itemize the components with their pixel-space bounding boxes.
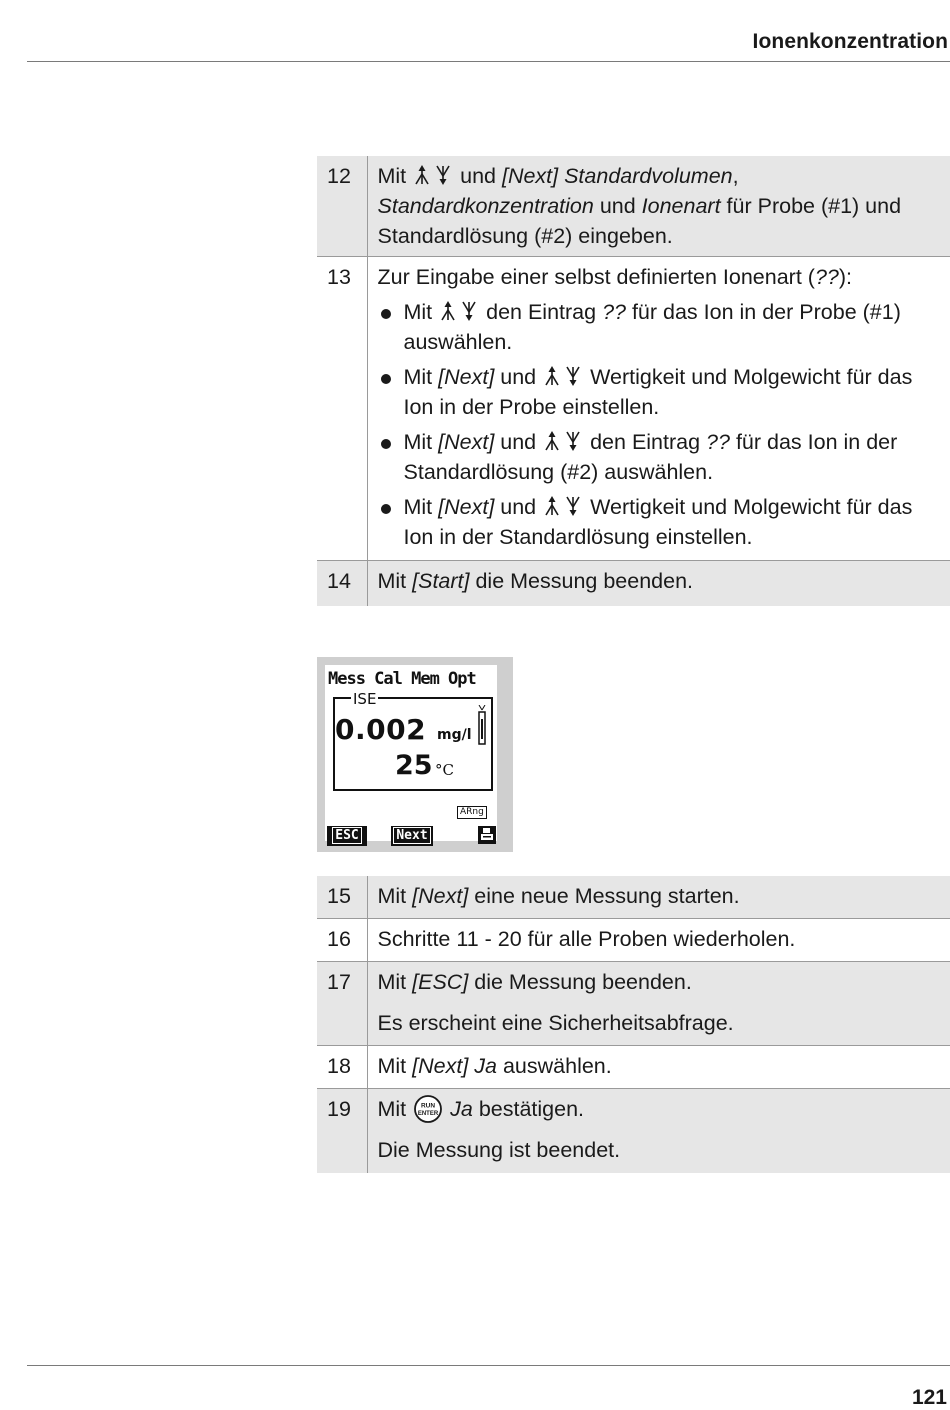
step-number: 14 [317,561,367,607]
print-icon[interactable] [478,826,496,844]
step-row-17 [317,962,950,1046]
step-row-16 [317,919,950,962]
svg-text:ENTER: ENTER [417,1111,439,1117]
bullet-list [378,297,947,552]
step-text: Mit [Start] die Messung beenden. [367,561,950,607]
up-down-arrows-icon [412,164,454,186]
step-number: 15 [317,876,367,919]
step-text: Zur Eingabe einer selbst definierten Ionenart (??): Mit den Eintrag ?? für das Ion in der Probe (#1) auswählen. Mit [Next] und Wertigkeit und Molgewicht für das Ion in der Probe einstellen. Mit [Next] und den Eintrag ?? für das Ion in der Standardlösung (#2) auswählen. Mit [Next] und Wertigkeit und Molgewicht für das Ion in der Standardlösung einstellen. [367,257,950,561]
step-number: 19 [317,1089,367,1174]
up-down-arrows-icon [542,365,584,387]
step-number: 17 [317,962,367,1046]
display-menu-bar: Mess Cal Mem Opt [328,669,476,689]
steps-table-bottom [317,876,950,1173]
run-enter-key-icon [412,1095,444,1123]
step-text: Schritte 11 - 20 für alle Proben wiederholen. [367,919,950,962]
step-text: Mit RUN ENTER Ja bestätigen. Die Messung ist beendet. [367,1089,950,1174]
step-text: Mit [Next] eine neue Messung starten. [367,876,950,919]
step-number: 16 [317,919,367,962]
up-down-arrows-icon [542,430,584,452]
list-item: Mit [Next] und Wertigkeit und Molgewicht für das Ion in der Standardlösung einstellen. [378,492,947,552]
step-text: Mit und [Next] Standardvolumen, Standardkonzentration und Ionenart für Probe (#1) und Standardlösung (#2) eingeben. [367,156,950,257]
step-row-15 [317,876,950,919]
temperature-unit: °C [435,761,454,779]
measured-unit: mg/l [437,727,472,743]
measured-value: 0.002 [335,713,427,746]
footer-rule [27,1365,950,1366]
up-down-arrows-icon [542,495,584,517]
step-number: 13 [317,257,367,561]
step-number: 18 [317,1046,367,1089]
lcd-screen [325,665,497,841]
step-number: 12 [317,156,367,257]
list-item: Mit den Eintrag ?? für das Ion in der Probe (#1) auswählen. [378,297,947,357]
page-header-title: Ionenkonzentration [752,30,948,53]
step-row-14 [317,561,950,607]
softkey-esc[interactable]: ESC [327,826,367,846]
page-number: 121 [911,1386,947,1409]
temperature-value: 25 [395,750,433,781]
range-badge: ARng [457,806,487,819]
svg-text:RUN: RUN [421,1102,436,1110]
step-text: Mit [Next] Ja auswählen. [367,1046,950,1089]
step-row-12 [317,156,950,257]
device-display-figure [317,657,513,852]
step-text: Mit [ESC] die Messung beenden. Es erscheint eine Sicherheitsabfrage. [367,962,950,1046]
up-down-arrows-icon [438,300,480,322]
step-row-18 [317,1046,950,1089]
list-item: Mit [Next] und Wertigkeit und Molgewicht für das Ion in der Probe einstellen. [378,362,947,422]
probe-icon [476,705,488,745]
list-item: Mit [Next] und den Eintrag ?? für das Ion in der Standardlösung (#2) auswählen. [378,427,947,487]
header-rule [27,61,950,62]
step-row-19 [317,1089,950,1174]
steps-table-top [317,156,950,606]
display-mode-label: ISE [353,690,377,708]
softkey-next[interactable]: Next [391,826,433,846]
step-row-13 [317,257,950,561]
